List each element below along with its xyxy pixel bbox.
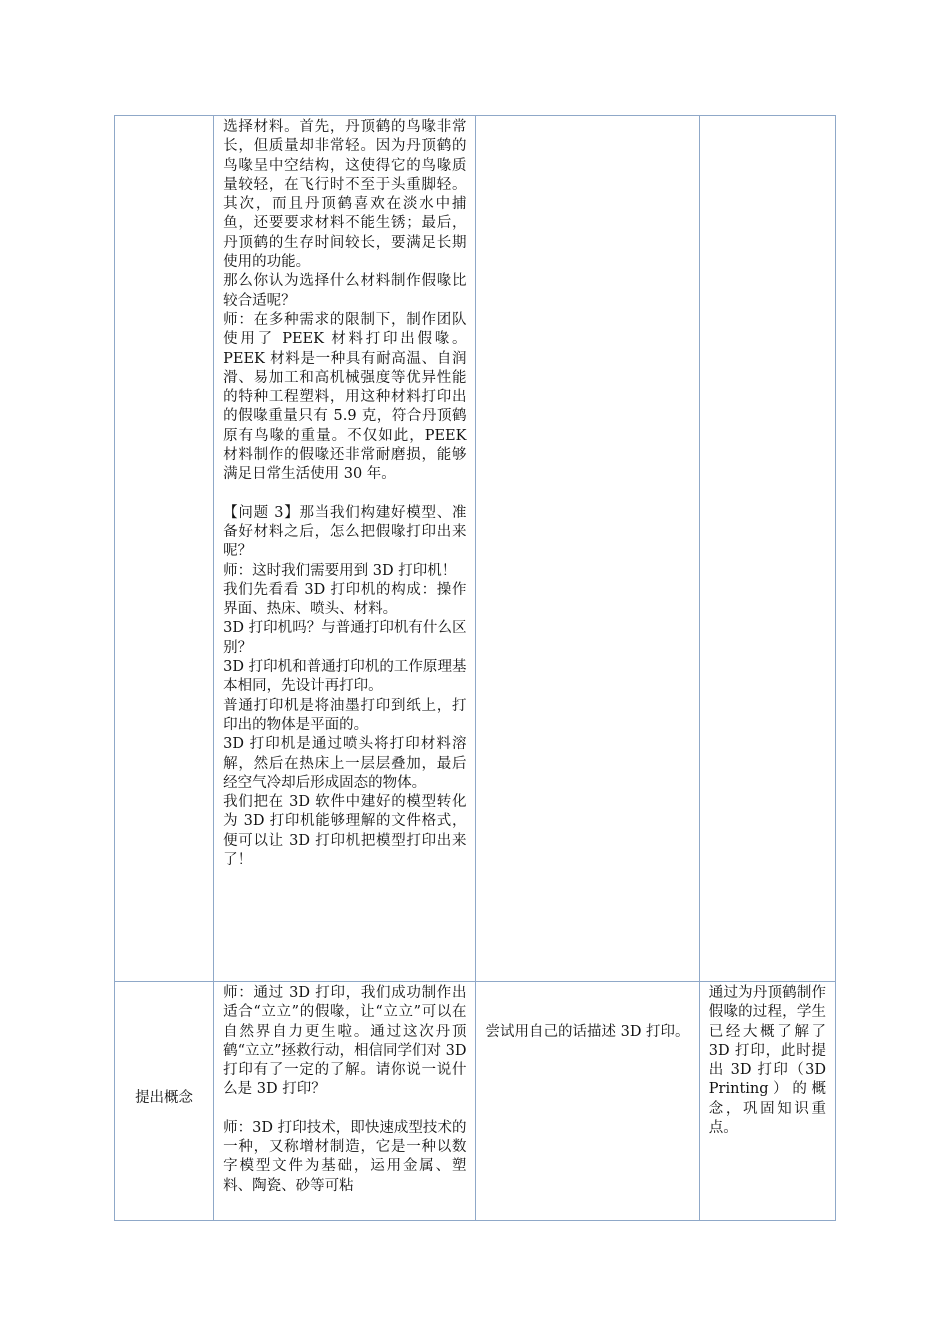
paragraph: 师：在多种需求的限制下，制作团队使用了 PEEK 材料打印出假喙。PEEK 材料是一种具有耐高温、自润滑、易加工和高机械强度等优异性能的特种工程塑料，用这种材料打印出的假喙重量只有 5.9 克，符合丹顶鹤原有鸟喙的重量。不仅如此，PEEK 材料制作的假喙还非常耐磨损，能够满足日常生活使用 30 年。 (223, 311, 472, 483)
student-activity-cell (476, 116, 699, 982)
paragraph: 那么你认为选择什么材料制作假喙比较合适呢？ (223, 273, 467, 309)
paragraph: 3D 打印机和普通打印机的工作原理基本相同，先设计再打印。 (223, 659, 467, 695)
teacher-activity-cell (214, 116, 476, 982)
paragraph: 我们先看看 3D 打印机的构成：操作界面、热床、喷头、材料。 (223, 581, 467, 618)
paragraph: 师：3D 打印技术，即快速成型技术的一种，又称增材制造，它是一种以数字模型文件为基础，运用金属、塑料、陶瓷、砂等可粘 (223, 1119, 467, 1194)
paragraph: 普通打印机是将油墨打印到纸上，打印出的物体是平面的。 (223, 697, 467, 733)
paragraph: 师：这时我们需要用到 3D 打印机！ (223, 562, 457, 579)
paragraph: 师：通过 3D 打印，我们成功制作出适合“立立”的假喙，让“立立”可以在自然界自力更生啦。通过这次丹顶鹤“立立”拯救行动，相信同学们对 3D 打印有了一定的了解。请你说一说什么是 3D 打印？ (223, 985, 472, 1098)
stage-cell (115, 116, 214, 982)
table-row (115, 116, 836, 982)
lesson-plan-table (114, 115, 836, 1221)
paragraph: 尝试用自己的话描述 3D 打印。 (485, 1024, 690, 1040)
design-intent-cell (699, 982, 835, 1221)
paragraph: 3D 打印机吗？与普通打印机有什么区别？ (223, 620, 467, 656)
stage-label: 提出概念 (115, 982, 214, 1221)
blank-line (223, 485, 466, 504)
blank-line (223, 1100, 466, 1119)
paragraph: 3D 打印机是通过喷头将打印材料溶解，然后在热床上一层层叠加，最后经空气冷却后形成固态的物体。 (223, 736, 467, 791)
paragraph: 通过为丹顶鹤制作假喙的过程，学生已经大概了解了 3D 打印，此时提出 3D 打印（3D Printing）的概念，巩固知识重点。 (708, 985, 831, 1137)
table-row (115, 982, 836, 1221)
design-intent-cell (699, 116, 835, 982)
student-activity-cell (476, 982, 699, 1221)
paragraph: 我们把在 3D 软件中建好的模型转化为 3D 打印机能够理解的文件格式，便可以让 3D 打印机把模型打印出来了！ (223, 794, 467, 868)
paragraph: 【问题 3】那当我们构建好模型、准备好材料之后，怎么把假喙打印出来呢？ (223, 504, 467, 560)
paragraph: 选择材料。首先，丹顶鹤的鸟喙非常长，但质量却非常轻。因为丹顶鹤的鸟喙呈中空结构，这使得它的鸟喙质量较轻，在飞行时不至于头重脚轻。其次，而且丹顶鹤喜欢在淡水中捕鱼，还要要求材料不能生锈；最后，丹顶鹤的生存时间较长，要满足长期使用的功能。 (223, 119, 467, 271)
teacher-activity-cell (214, 982, 476, 1221)
